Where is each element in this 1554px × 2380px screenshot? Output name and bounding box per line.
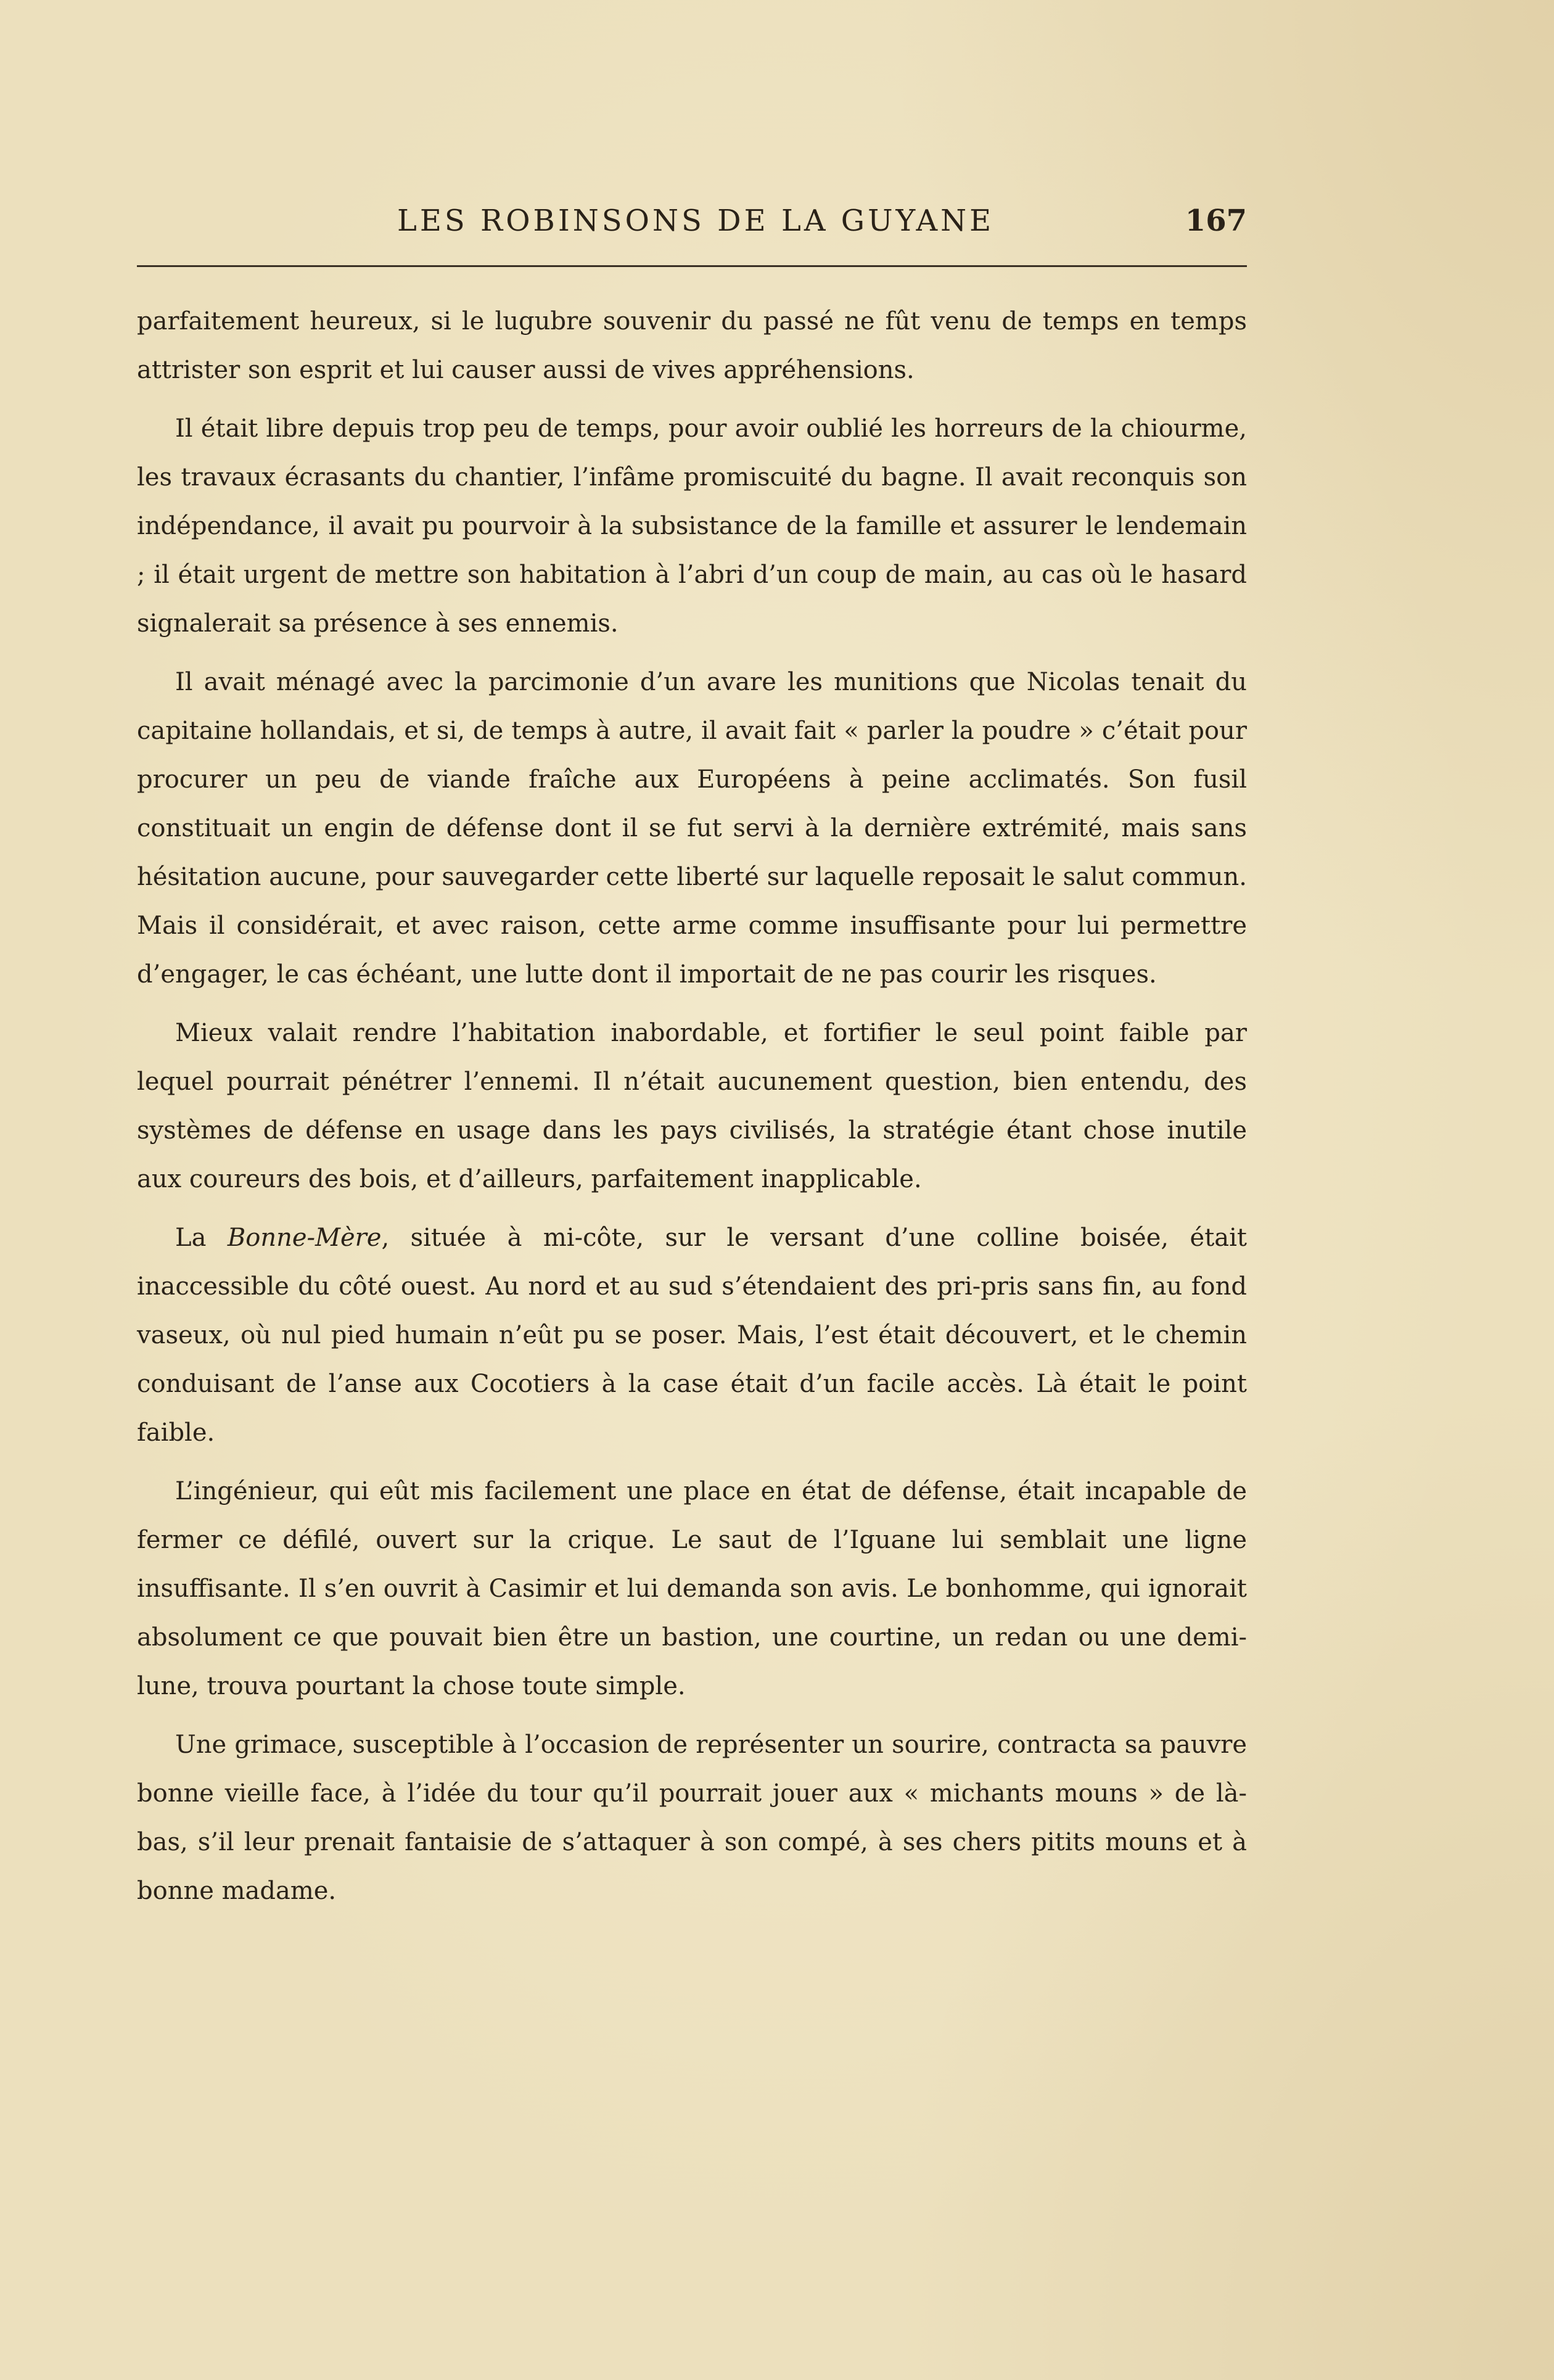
paragraph-2: Il était libre depuis trop peu de temps, pour avoir oublié les horreurs de la chiourme, les travaux écrasants du chantier, l’infâme promiscuité du bagne. Il avait reconquis son indépendance, il avait pu pourvoir à la subsistance de la famille et assurer le lendemain ; il était urgent de mettre son habitation à l’abri d’un coup de main, au cas où le hasard signalerait sa présence à ses ennemis. xyxy=(137,414,1247,638)
paragraph-4: Mieux valait rendre l’habitation inabordable, et fortifier le seul point faible par lequel pourrait pénétrer l’ennemi. Il n’était aucunement question, bien entendu, des systèmes de défense en usage dans les pays civilisés, la stratégie étant chose inutile aux coureurs des bois, et d’ailleurs, parfaitement inapplicable. xyxy=(137,1019,1247,1193)
page-header xyxy=(137,204,1253,247)
paragraph-1: parfaitement heureux, si le lugubre souvenir du passé ne fût venu de temps en temps attrister son esprit et lui causer aussi de vives appréhensions. xyxy=(137,307,1247,384)
text-body xyxy=(137,297,1247,1925)
paragraph-6: L’ingénieur, qui eût mis facilement une place en état de défense, était incapable de fermer ce défilé, ouvert sur la crique. Le saut de l’Iguane lui semblait une ligne insuffisante. Il s’en ouvrit à Casimir et lui demanda son avis. Le bonhomme, qui ignorait absolument ce que pouvait bien être un bastion, une courtine, un redan ou une demi-lune, trouva pourtant la chose toute simple. xyxy=(137,1477,1247,1700)
running-title: LES ROBINSONS DE LA GUYANE xyxy=(397,204,995,238)
paragraph-5-start: La xyxy=(175,1224,228,1252)
paragraph-5 xyxy=(137,1214,1247,1457)
header-rule xyxy=(137,265,1247,267)
page-number: 167 xyxy=(1185,204,1247,238)
paragraph-5-rest: , située à mi-côte, sur le versant d’une colline boisée, était inaccessible du côté ouest. Au nord et au sud s’étendaient des pri-pris sans fin, au fond vaseux, où nul pied humain n’eût pu se poser. Mais, l’est était découvert, et le chemin conduisant de l’anse aux Cocotiers à la case était d’un facile accès. Là était le point faible. xyxy=(137,1224,1247,1447)
house-name: Bonne-Mère xyxy=(227,1224,382,1252)
paragraph-7: Une grimace, susceptible à l’occasion de représenter un sourire, contracta sa pauvre bonne vieille face, à l’idée du tour qu’il pourrait jouer aux « michants mouns » de là-bas, s’il leur prenait fantaisie de s’attaquer à son compé, à ses chers pitits mouns et à bonne madame. xyxy=(137,1731,1247,1905)
paragraph-3: Il avait ménagé avec la parcimonie d’un avare les munitions que Nicolas tenait du capitaine hollandais, et si, de temps à autre, il avait fait « parler la poudre » c’était pour procurer un peu de viande fraîche aux Européens à peine acclimatés. Son fusil constituait un engin de défense dont il se fut servi à la dernière extrémité, mais sans hésitation aucune, pour sauvegarder cette liberté sur laquelle reposait le salut commun. Mais il considérait, et avec raison, cette arme comme insuffisante pour lui permettre d’engager, le cas échéant, une lutte dont il importait de ne pas courir les risques. xyxy=(137,668,1247,989)
